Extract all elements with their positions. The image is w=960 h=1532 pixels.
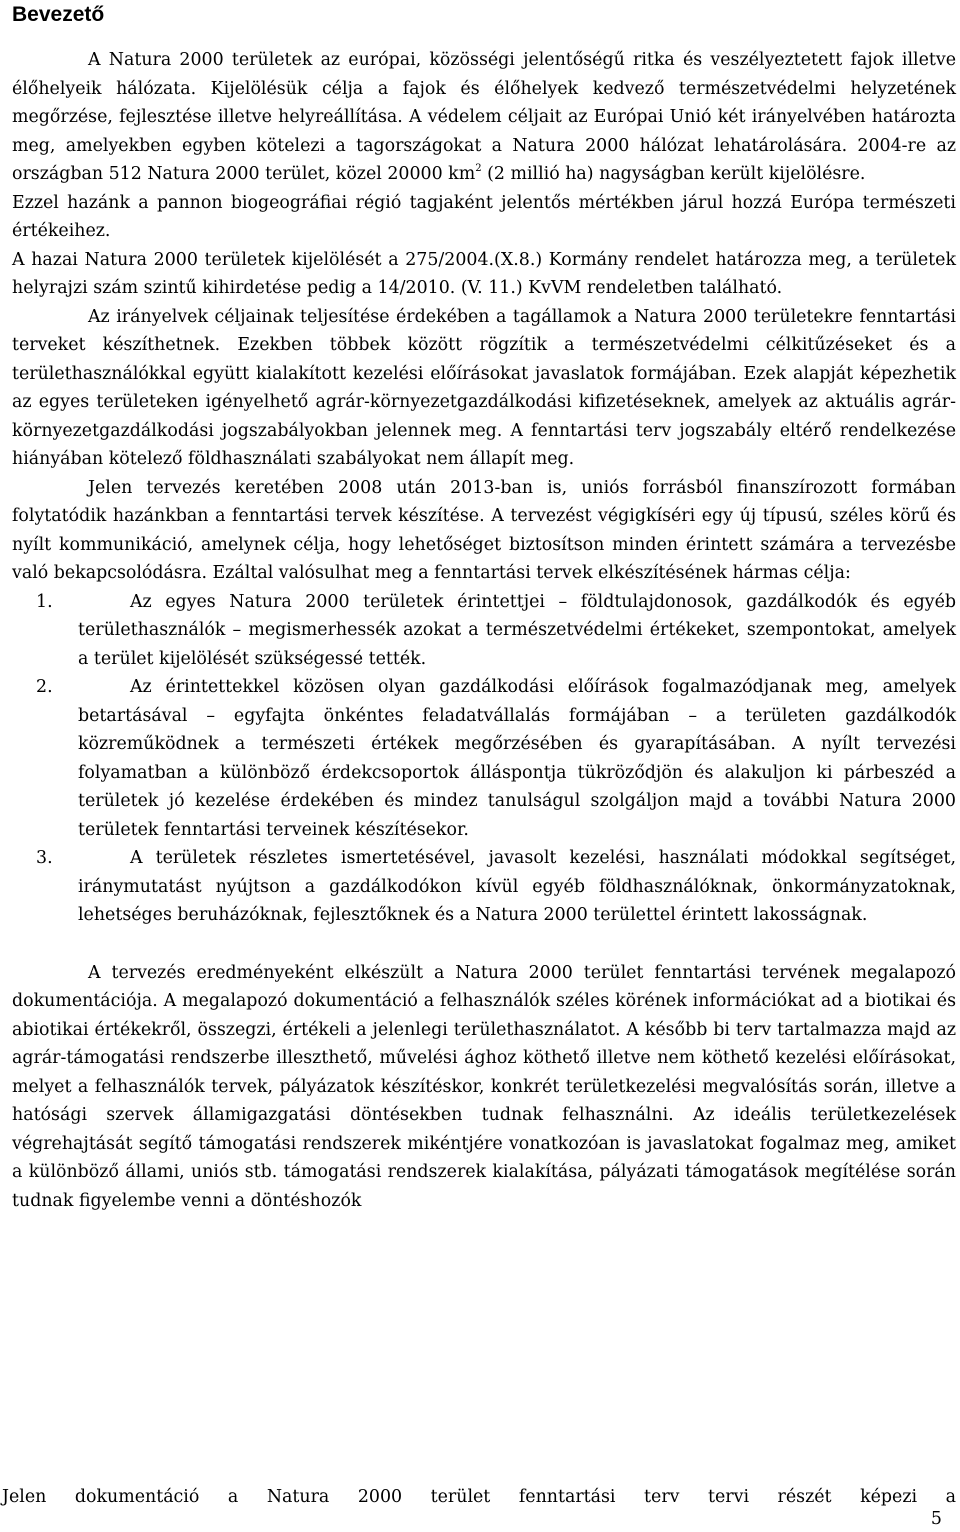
document-page [12,0,956,1215]
paragraph-intro [12,46,956,189]
list-item-number: 3. [36,848,53,868]
list-item-text: Az érintettekkel közösen olyan gazdálkodási előírások fogalmazódjanak meg, amelyek betartásával – egyfajta önkéntes feladatvállalás formájában – a területen gazdálkodók közreműködnek a természeti értékek megőrzésében és gyarapításában. A nyílt tervezési folyamatban a különböző érdekcsoportok álláspontja tükröződjön és alakuljon ki párbeszéd a területek jó kezelése érdekében és mindez tanulságul szolgáljon majd a további Natura 2000 területek fenntartási terveinek készítésekor. [78,677,956,840]
list-item [12,588,956,674]
paragraph-closing-line: Jelen dokumentáció a Natura 2000 terület fenntartási terv tervi részét képezi a [2,1487,956,1507]
paragraph-intro-text: A Natura 2000 területek az európai, közösségi jelentőségű ritka és veszélyeztetett fajok illetve élőhelyeik hálózata. Kijelölésük célja a fajok és élőhelyek kedvező természetvédelmi helyzetének megőrzése, fejlesztése illetve helyreállítása. A védelem céljait az Európai Unió két irányelvében határozta meg, amelyekben egyben kötelezi a tagországokat a Natura 2000 hálózat lehatárolására. 2004-re az országban 512 Natura 2000 terület, közel 20000 km [12,50,956,184]
goals-list [12,588,956,930]
paragraph-pannon: Ezzel hazánk a pannon biogeográfiai régió tagjaként jelentős mértékben járul hozzá Európa természeti értékeihez. [12,192,956,241]
paragraph-legal: A hazai Natura 2000 területek kijelölését a 275/2004.(X.8.) Kormány rendelet határozza meg, a területek helyrajzi szám szintű kihirdetése pedig a 14/2010. (V. 11.) KvVM rendeletben található. [12,249,956,298]
paragraph-results: A tervezés eredményeként elkészült a Natura 2000 terület fenntartási tervének megalapozó dokumentációja. A megalapozó dokumentáció a felhasználók széles körének információkat ad a biotikai és abiotikai értékekről, összegzi, értékeli a jelenlegi területhasználatot. A később bi terv tartalmazza majd az agrár-támogatási rendszerbe illeszthető, művelési ághoz köthető illetve nem köthető kezelési előírásokat, melyet a felhasználók tervek, pályázatok készítéskor, konkrét területkezelési megvalósítás során, illetve a hatósági szervek államigazgatási döntésekben tudnak felhasználni. Az ideális területkezelések végrehajtását segítő támogatási rendszerek mikéntjére vonatkozóan is javaslatokat fogalmaz meg, amiket a különböző állami, uniós stb. támogatási rendszerek kialakítása, pályázati támogatások megítélése során tudnak figyelembe venni a döntéshozók [12,962,956,1211]
list-item [12,844,956,930]
paragraph-directives: Az irányelvek céljainak teljesítése érdekében a tagállamok a Natura 2000 területekre fenntartási terveket készíthetnek. Ezekben többek között rögzítik a természetvédelmi célkitűzéseket és a területhasználókkal együtt kialakított kezelési előírásokat javaslatok formájában. Ezek alapját képezhetik az egyes területeken igényelhető agrár-környezetgazdálkodási kifizetéseknek, amelyek az aktuális agrár-környezetgazdálkodási jogszabályokban jelennek meg. A fenntartási terv jogszabály eltérő rendelkezése hiányában kötelező földhasználati szabályokat nem állapít meg. [12,306,956,469]
list-item-text: A területek részletes ismertetésével, javasolt kezelési, használati módokkal segítséget, iránymutatást nyújtson a gazdálkodókon kívül egyéb földhasználóknak, önkormányzatoknak, lehetséges beruházóknak, fejlesztőknek és a Natura 2000 területtel érintett lakosságnak. [78,848,956,925]
paragraph-planning: Jelen tervezés keretében 2008 után 2013-ban is, uniós forrásból finanszírozott formában folytatódik hazánkban a fenntartási tervek készítése. A tervezést végigkíséri egy új típusú, széles körű és nyílt kommunikáció, amelynek célja, hogy lehetőséget biztosítson minden érintett számára a tervezésbe való bekapcsolódásra. Ezáltal valósulhat meg a fenntartási tervek elkészítésének hármas célja: [12,477,956,583]
superscript-2: 2 [475,163,482,174]
list-item [12,673,956,844]
paragraph-intro-tail: (2 millió ha) nagyságban került kijelölésre. [481,164,866,184]
blank-line [12,930,956,959]
list-item-number: 2. [36,677,53,697]
page-number: 5 [930,1509,942,1529]
list-item-number: 1. [36,591,53,612]
list-item-text: Az egyes Natura 2000 területek érintettjei – földtulajdonosok, gazdálkodók és egyéb területhasználók – megismerhessék azokat a természetvédelmi értékeket, szempontokat, amelyek a terület kijelölését szükségessé tették. [78,591,956,669]
section-heading: Bevezető [12,3,105,26]
